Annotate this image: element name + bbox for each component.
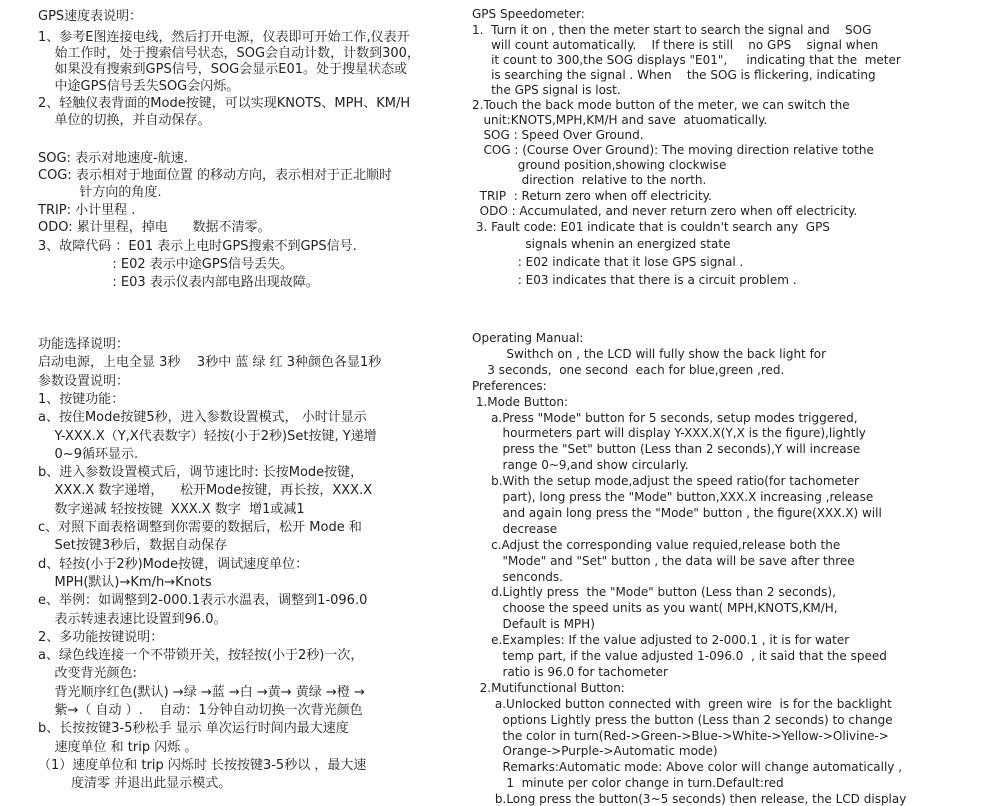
zh-gps-line: : E03 表示仪表内部电路出现故障。 [38, 275, 319, 290]
zh-function-line: 1、按键功能： [38, 391, 125, 407]
zh-gps-line: 针方向的角度. [38, 185, 162, 200]
en-manual-line: 1 minute per color change in turn.Default:red [472, 776, 784, 791]
zh-function-line: 2、多功能按键说明： [38, 629, 164, 645]
zh-function-line: 背光顺序红色(默认) →绿 →蓝 →白 →黄→ 黄绿 →橙 → [38, 684, 365, 700]
en-gps-line: GPS Speedometer: [472, 7, 585, 21]
zh-gps-line: COG: 表示相对于地面位置 的移动方向，表示相对于正北顺时 [38, 168, 393, 183]
zh-function-line: 紫→（ 自动 ）. 自动：1分钟自动切换一次背光颜色 [38, 703, 363, 718]
en-manual-line: b.Long press the button(3~5 seconds) then release, the LCD display [472, 792, 907, 806]
en-gps-line: 3. Fault code: E01 indicate that is couldn't search any GPS [472, 220, 830, 234]
en-gps-line: : E02 indicate that it lose GPS signal . [472, 255, 744, 269]
en-manual-line: a.Unlocked button connected with green wire is for the backlight [472, 696, 892, 711]
en-manual-line: press the "Set" button (Less than 2 seconds),Y will increase [472, 442, 861, 457]
zh-gps-line: 3、故障代码 ：E01 表示上电时GPS搜索不到GPS信号. [38, 239, 357, 254]
zh-function-line: 表示转速表速比设置到96.0。 [38, 611, 227, 627]
zh-gps-line: 中途GPS信号丢失SOG会闪烁。 [38, 79, 240, 94]
en-manual-line: senconds. [472, 569, 563, 584]
zh-function-line: 0~9循环显示. [38, 446, 139, 462]
en-gps-line: direction relative to the north. [472, 173, 707, 187]
zh-function-line: Y-XXX.X（Y,X代表数字）轻按(小于2秒)Set按键, Y递增 [38, 428, 377, 444]
zh-function-line: 功能选择说明： [38, 337, 130, 352]
en-manual-line: choose the speed units as you want( MPH,KNOTS,KM/H, [472, 601, 838, 616]
en-manual-line: options Lightly press the button (Less than 2 seconds) to change [472, 712, 893, 727]
en-gps-line: ground position,showing clockwise [472, 158, 727, 172]
en-gps-line: it count to 300,the SOG displays "E01", indicating that the meter [472, 53, 901, 67]
en-gps-line: the GPS signal is lost. [472, 83, 621, 97]
en-manual-line: decrease [472, 521, 558, 536]
en-manual-line: a.Press "Mode" button for 5 seconds, setup modes triggered, [472, 410, 858, 425]
en-gps-line: COG : (Course Over Ground): The moving direction relative tothe [472, 143, 874, 157]
zh-gps-line: 1、参考E图连接电线，然后打开电源，仪表即可开始工作,仪表开 [38, 30, 410, 45]
en-manual-line: part), long press the "Mode" button,XXX.X increasing ,release [472, 490, 874, 504]
zh-gps-line: GPS速度表说明： [38, 9, 143, 24]
en-manual-line: Default is MPH) [472, 617, 595, 632]
zh-function-line: e、举例：如调整到2-000.1表示水温表，调整到1-096.0 [38, 593, 368, 609]
en-manual-line: d.Lightly press the "Mode" button (Less than 2 seconds), [472, 585, 836, 600]
zh-function-line: b、长按按键3-5秒松手 显示 单次运行时间内最大速度 [38, 721, 349, 737]
zh-function-line: 启动电源，上电全显 3秒 3秒中 蓝 绿 红 3种颜色各显1秒 [38, 355, 382, 371]
en-manual-line: range 0~9,and show circularly. [472, 458, 689, 473]
zh-function-line: 速度单位 和 trip 闪烁 。 [38, 739, 198, 755]
en-manual-line: and again long press the "Mode" button , the figure(XXX.X) will [472, 505, 882, 520]
en-manual-line: hourmeters part will display Y-XXX.X(Y,X is the figure),lightly [472, 426, 866, 441]
en-manual-line: e.Examples: If the value adjusted to 2-000.1 , it is for water [472, 633, 850, 648]
en-manual-line: 1.Mode Button: [472, 394, 569, 409]
en-manual-line: Orange->Purple->Automatic mode) [472, 744, 718, 759]
en-gps-line: signals whenin an energized state [472, 237, 731, 251]
zh-function-line: MPH(默认)→Km/h→Knots [38, 574, 212, 590]
zh-function-line: a、按住Mode按键5秒，进入参数设置模式， 小时计显示 [38, 410, 367, 426]
en-gps-line: unit:KNOTS,MPH,KM/H and save atuomatically. [472, 113, 768, 127]
en-manual-line: temp part, if the value adjusted 1-096.0 , it said that the speed [472, 649, 887, 663]
en-manual-line: "Mode" and "Set" button , the data will be save after three [472, 553, 855, 568]
en-manual-line: b.With the setup mode,adjust the speed ratio(for tachometer [472, 474, 859, 489]
zh-gps-line: SOG: 表示对地速度-航速. [38, 151, 188, 166]
zh-gps-line: 2、轻触仪表背面的Mode按键，可以实现KNOTS、MPH、KM/H [38, 96, 411, 111]
en-gps-line: will count automatically. If there is still no GPS signal when [472, 38, 879, 52]
en-manual-line: the color in turn(Red->Green->Blue->White->Yellow->Olivine-> [472, 728, 889, 743]
en-gps-line: 2.Touch the back mode button of the meter, we can switch the [472, 98, 850, 112]
zh-function-line: 数字递减 轻按按键 XXX.X 数字 增1或减1 [38, 501, 305, 517]
zh-function-line: 改变背光颜色: [38, 666, 137, 682]
en-gps-line: 1. Turn it on , then the meter start to search the signal and SOG [472, 23, 872, 37]
en-manual-line: Preferences: [472, 378, 547, 393]
zh-function-line: 参数设置说明： [38, 373, 130, 389]
zh-gps-line: 始工作时，处于搜索信号状态，SOG会自动计数，计数到300， [38, 46, 420, 61]
en-manual-line: 3 seconds, one second each for blue,green ,red. [472, 362, 785, 377]
zh-function-line: （1）速度单位和 trip 闪烁时 长按按键3-5秒以 ，最大速 [38, 757, 367, 773]
en-manual-line: Operating Manual: [472, 331, 584, 345]
en-gps-line: ODO : Accumulated, and never return zero when off electricity. [472, 204, 858, 218]
en-gps-line: : E03 indicates that there is a circuit problem . [472, 273, 797, 287]
zh-gps-line: 单位的切换，并自动保存。 [38, 113, 211, 128]
en-manual-line: Remarks:Automatic mode: Above color will change automatically , [472, 760, 903, 775]
zh-function-line: XXX.X 数字递增， 松开Mode按键，再长按，XXX.X [38, 483, 373, 499]
en-manual-line: c.Adjust the corresponding value requied,release both the [472, 537, 841, 552]
zh-gps-line: : E02 表示中途GPS信号丢失。 [38, 257, 293, 272]
en-gps-line: TRIP : Return zero when off electricity. [472, 189, 712, 203]
en-manual-line: 2.Mutifunctional Button: [472, 680, 625, 695]
zh-gps-line: 如果没有搜索到GPS信号，SOG会显示E01。处于搜星状态或 [38, 62, 408, 77]
zh-function-line: c、对照下面表格调整到你需要的数据后，松开 Mode 和 [38, 520, 362, 535]
zh-function-line: a、绿色线连接一个不带锁开关，按轻按(小于2秒)一次， [38, 648, 364, 664]
zh-function-line: Set按键3秒后，数据自动保存 [38, 538, 228, 554]
en-manual-line: Swithch on , the LCD will fully show the back light for [472, 346, 827, 361]
zh-function-line: b、进入参数设置模式后，调节速比时: 长按Mode按键， [38, 465, 364, 481]
en-gps-line: SOG : Speed Over Ground. [472, 128, 644, 142]
zh-gps-line: ODO: 累计里程，掉电 数据不清零。 [38, 220, 271, 235]
zh-gps-line: TRIP: 小计里程 . [38, 203, 136, 218]
en-gps-line: is searching the signal . When the SOG is flickering, indicating [472, 68, 876, 82]
zh-function-line: d、轻按(小于2秒)Mode按键，调试速度单位： [38, 556, 309, 572]
en-manual-line: ratio is 96.0 for tachometer [472, 664, 668, 679]
zh-function-line: 度清零 并退出此显示模式。 [38, 776, 232, 792]
